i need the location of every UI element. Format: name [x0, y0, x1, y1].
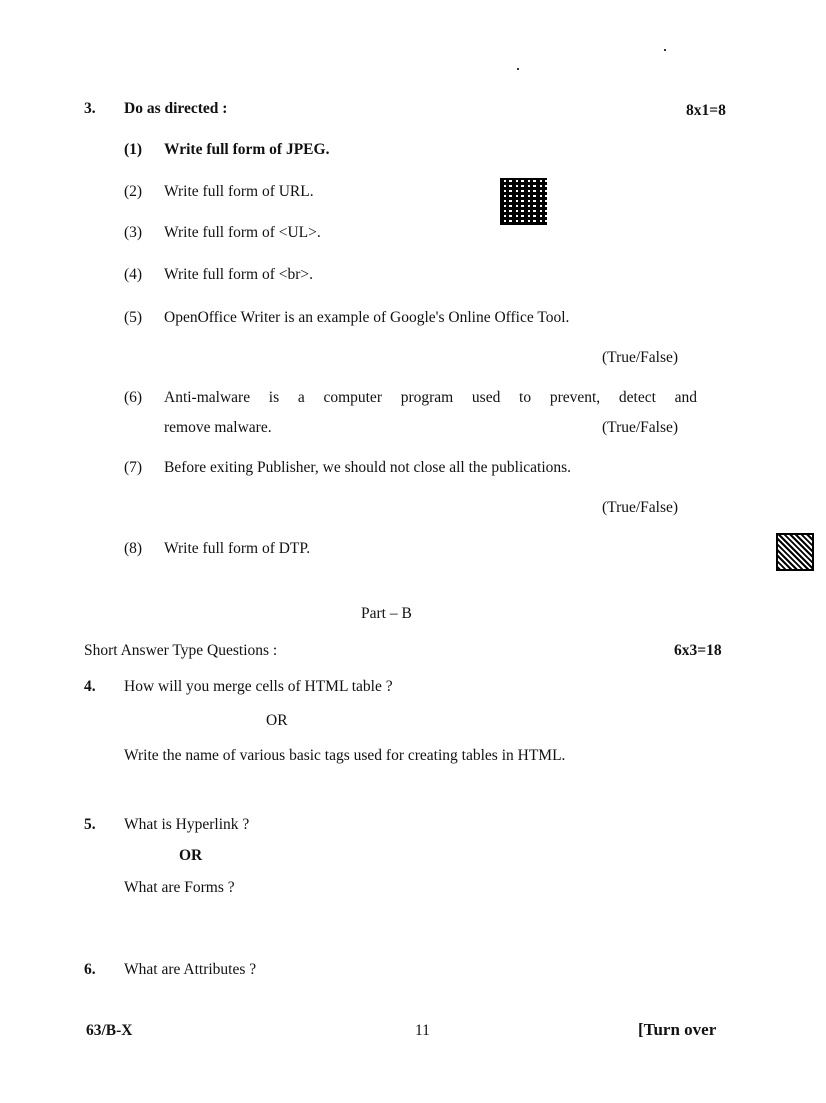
- or-label: OR: [266, 712, 288, 729]
- marks: 6x3=18: [674, 642, 722, 659]
- item-text: Before exiting Publisher, we should not close all the publications.: [164, 459, 572, 476]
- item-number: (2): [124, 183, 143, 200]
- question-alt-text: What are Forms ?: [124, 879, 235, 896]
- true-false-label: (True/False): [602, 499, 679, 516]
- item-text: Write full form of <br>.: [164, 266, 313, 283]
- question-text: How will you merge cells of HTML table ?: [124, 678, 393, 695]
- question-number: 4.: [84, 678, 96, 695]
- item-number: (7): [124, 459, 143, 476]
- item-text-continued: remove malware.: [164, 419, 272, 436]
- item-text: Write full form of DTP.: [164, 540, 311, 557]
- true-false-label: (True/False): [602, 349, 679, 366]
- page-number: 11: [415, 1022, 430, 1039]
- item-text: Anti-malware is a computer program used to prevent, detect and: [164, 389, 697, 406]
- question-title: Do as directed :: [124, 100, 228, 117]
- question-number: 3.: [84, 100, 96, 117]
- scan-speck: [664, 49, 666, 51]
- item-text: OpenOffice Writer is an example of Google's Online Office Tool.: [164, 309, 570, 326]
- marks: 8x1=8: [686, 102, 726, 119]
- qr-code: [776, 533, 814, 571]
- true-false-label: (True/False): [602, 419, 679, 436]
- question-alt-text: Write the name of various basic tags used for creating tables in HTML.: [124, 747, 566, 764]
- item-number: (1): [124, 141, 143, 158]
- item-number: (8): [124, 540, 143, 557]
- item-text: Write full form of <UL>.: [164, 224, 321, 241]
- question-text: What is Hyperlink ?: [124, 816, 250, 833]
- item-number: (3): [124, 224, 143, 241]
- item-number: (6): [124, 389, 143, 406]
- datamatrix-code: [500, 178, 547, 225]
- paper-code: 63/B-X: [86, 1022, 133, 1039]
- turn-over: [Turn over: [638, 1020, 717, 1039]
- question-number: 6.: [84, 961, 96, 978]
- item-text: Write full form of URL.: [164, 183, 314, 200]
- item-text: Write full form of JPEG.: [164, 141, 330, 158]
- item-number: (4): [124, 266, 143, 283]
- or-label: OR: [179, 847, 203, 864]
- part-title: Part – B: [361, 605, 412, 622]
- question-text: What are Attributes ?: [124, 961, 257, 978]
- scan-speck: [517, 68, 519, 70]
- section-heading: Short Answer Type Questions :: [84, 642, 278, 659]
- item-number: (5): [124, 309, 143, 326]
- question-number: 5.: [84, 816, 96, 833]
